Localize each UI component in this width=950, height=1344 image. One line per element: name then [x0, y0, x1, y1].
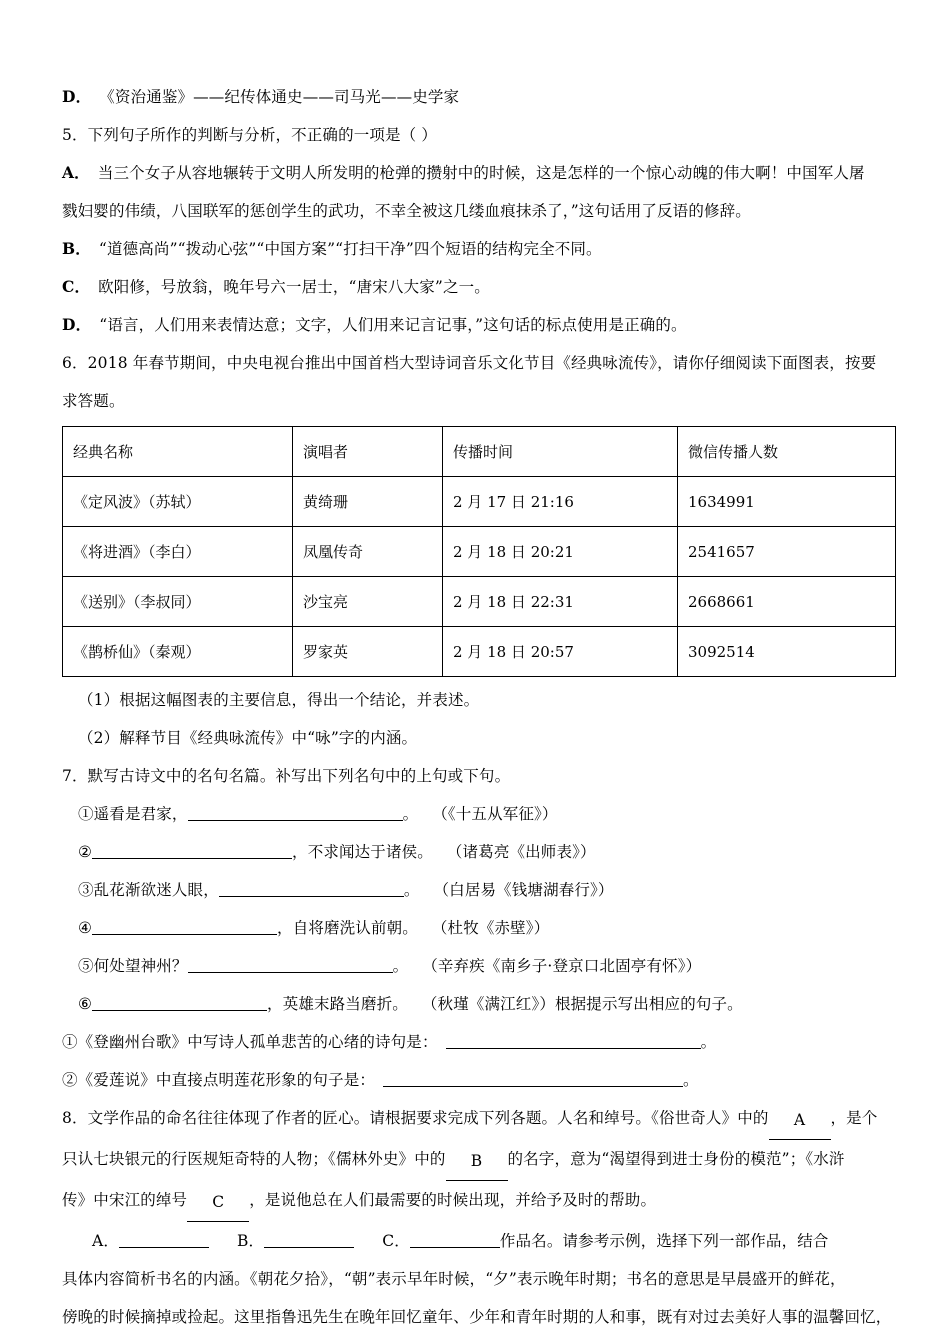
q7-extra-item-1	[62, 1023, 895, 1061]
cell-singer: 罗家英	[293, 627, 443, 677]
q7-item-5	[62, 947, 895, 985]
q7-item-1-source: （《十五从军征》）	[432, 805, 558, 823]
q8-blank-b[interactable]: B	[446, 1142, 508, 1181]
q7-item-3-before: 乱花渐欲迷人眼，	[93, 881, 219, 899]
table-header-name: 经典名称	[63, 427, 293, 477]
q7-item-3-after: 。	[403, 881, 420, 899]
q6-subquestion-1: （1）根据这幅图表的主要信息，得出一个结论，并表述。	[78, 691, 480, 709]
cell-time: 2 月 17 日 21:16	[443, 477, 678, 527]
q7-item-3	[62, 871, 895, 909]
table-row	[63, 577, 896, 627]
q5-option-d	[62, 306, 895, 344]
q7-item-5-blank[interactable]	[188, 972, 393, 973]
q7-extra-1-after: 。	[700, 1033, 717, 1051]
q7-extra-1-marker: ①	[62, 1033, 78, 1051]
q7-item-6	[62, 985, 895, 1023]
cell-name: 《鹊桥仙》（秦观）	[63, 627, 293, 677]
q7-item-6-blank[interactable]	[92, 1010, 267, 1011]
q7-item-4	[62, 909, 895, 947]
q5-option-a-text2: 戮妇婴的伟绩，八国联军的惩创学生的武功，不幸全被这几缕血痕抹杀了，”这句话用了反语的修辞。	[62, 202, 751, 220]
q5-option-d-text: “语言，人们用来表情达意；文字，人们用来记言记事，”这句话的标点使用是正确的。	[99, 316, 687, 334]
q5-option-a-line1	[62, 154, 895, 192]
table-header-time: 传播时间	[443, 427, 678, 477]
table-row	[63, 627, 896, 677]
q7-item-3-source: （白居易《钱塘湖春行》）	[433, 881, 614, 899]
q7-extra-2-text: 《爱莲说》中直接点明莲花形象的句子是：	[77, 1071, 376, 1089]
q5-option-b	[62, 230, 895, 268]
q7-item-1	[62, 795, 895, 833]
cell-count: 3092514	[678, 627, 896, 677]
table-header-singer: 演唱者	[293, 427, 443, 477]
cell-name: 《送别》（李叔同）	[63, 577, 293, 627]
q8-line2-a: 只认七块银元的行医规矩奇特的人物；《儒林外史》中的	[62, 1150, 446, 1168]
q7-item-1-blank[interactable]	[188, 820, 403, 821]
q5-option-a-line2	[62, 192, 895, 230]
q7-extra-1-text: 《登幽州台歌》中写诗人孤单悲苦的心绪的诗句是：	[77, 1033, 438, 1051]
cell-time: 2 月 18 日 20:21	[443, 527, 678, 577]
cell-singer: 凤凰传奇	[293, 527, 443, 577]
q8-answer-label-b: B．	[237, 1232, 265, 1250]
q7-item-5-after: 。	[392, 957, 409, 975]
q8-blank-a[interactable]: A	[769, 1101, 831, 1140]
q5-stem-text: 下列句子所作的判断与分析，不正确的一项是（ ）	[87, 126, 438, 144]
q8-line4-tail: 作品名。请参考示例，选择下列一部作品，结合	[499, 1232, 829, 1250]
q7-extra-1-blank[interactable]	[446, 1048, 701, 1049]
q4-option-d-text: 《资治通鉴》——纪传体通史——司马光——史学家	[99, 88, 460, 106]
q6-stem-line1	[62, 344, 895, 382]
q7-item-6-after: ，英雄末路当磨折。	[267, 995, 408, 1013]
q7-extra-2-blank[interactable]	[383, 1086, 683, 1087]
q7-item-2	[62, 833, 895, 871]
q7-stem-text: 默写古诗文中的名句名篇。补写出下列名句中的上句或下句。	[87, 767, 511, 785]
q8-line1	[62, 1099, 895, 1140]
q5-option-c-label: C．	[62, 277, 91, 296]
q6-subquestion-2: （2）解释节目《经典咏流传》中“咏”字的内涵。	[78, 729, 418, 747]
q6-stem-line2	[62, 382, 895, 420]
q7-item-2-after: ，不求闻达于诸侯。	[292, 843, 433, 861]
q6-number: 6．	[62, 354, 88, 372]
q7-item-3-marker: ③	[78, 881, 94, 899]
table-row	[63, 527, 896, 577]
q7-item-5-marker: ⑤	[78, 957, 94, 975]
q7-extra-item-2	[62, 1061, 895, 1099]
q7-item-2-blank[interactable]	[92, 858, 292, 859]
q7-item-5-source: （辛弃疾《南乡子·登京口北固亭有怀》）	[422, 957, 702, 975]
q7-item-3-blank[interactable]	[219, 896, 404, 897]
q8-answer-blank-a[interactable]	[119, 1247, 209, 1248]
q5-number: 5．	[62, 126, 88, 144]
q7-item-6-source: （秋瑾《满江红》）根据提示写出相应的句子。	[421, 995, 743, 1013]
q7-item-1-after: 。	[402, 805, 419, 823]
q7-item-4-blank[interactable]	[92, 934, 277, 935]
q8-line2	[62, 1140, 895, 1181]
cell-singer: 黄绮珊	[293, 477, 443, 527]
q7-item-4-marker: ④	[78, 919, 93, 937]
q8-line6: 傍晚的时候摘掉或捡起。这里指鲁迅先生在晚年回忆童年、少年和青年时期的人和事，既有对过去美好人事的温馨回忆，	[62, 1308, 892, 1326]
q5-option-b-text: “道德高尚”“拨动心弦”“中国方案”“打扫干净”四个短语的结构完全不同。	[98, 240, 602, 258]
table-row	[63, 477, 896, 527]
q7-extra-2-after: 。	[683, 1071, 699, 1089]
q7-number: 7．	[62, 767, 88, 785]
cell-time: 2 月 18 日 22:31	[443, 577, 678, 627]
cell-name: 《定风波》（苏轼）	[63, 477, 293, 527]
cell-time: 2 月 18 日 20:57	[443, 627, 678, 677]
q8-line3-a: 传》中宋江的绰号	[62, 1191, 188, 1209]
q7-item-6-marker: ⑥	[78, 995, 93, 1013]
q7-item-2-marker: ②	[78, 843, 93, 861]
cell-singer: 沙宝亮	[293, 577, 443, 627]
q5-option-a-label: A．	[62, 163, 90, 182]
q5-option-b-label: B．	[62, 239, 91, 258]
q4-option-d-label: D．	[62, 87, 92, 106]
q5-option-d-label: D．	[62, 315, 92, 334]
q7-item-2-source: （诸葛亮《出师表》）	[446, 843, 596, 861]
q8-blank-c[interactable]: C	[187, 1183, 249, 1222]
q8-line3	[62, 1181, 895, 1222]
cell-count: 2541657	[678, 527, 896, 577]
q7-item-1-marker: ①	[78, 805, 94, 823]
q5-option-c-text: 欧阳修，号放翁，晚年号六一居士，“唐宋八大家”之一。	[98, 278, 490, 296]
q5-option-c	[62, 268, 895, 306]
q7-item-5-before: 何处望神州？	[93, 957, 188, 975]
q8-answer-label-a: A．	[92, 1232, 119, 1250]
q8-line3-b: ，是说他总在人们最需要的时候出现，并给予及时的帮助。	[249, 1191, 657, 1209]
q8-answer-label-c: C．	[382, 1232, 410, 1250]
q8-line1-b: ，是个	[830, 1109, 878, 1127]
q7-stem	[62, 757, 895, 795]
q7-item-1-before: 遥看是君家，	[93, 805, 188, 823]
q5-stem	[62, 116, 895, 154]
cell-count: 2668661	[678, 577, 896, 627]
q8-line1-a: 文学作品的命名往往体现了作者的匠心。请根据要求完成下列各题。人名和绰号。《俗世奇人》中的	[87, 1109, 769, 1127]
q5-option-a-text1: 当三个女子从容地辗转于文明人所发明的枪弹的攒射中的时候，这是怎样的一个惊心动魄的伟大啊！中国军人屠	[97, 164, 865, 182]
q8-line2-b: 的名字，意为“渴望得到进士身份的模范”；《水浒	[507, 1150, 845, 1168]
table-header-count: 微信传播人数	[678, 427, 896, 477]
q8-line5: 具体内容简析书名的内涵。《朝花夕拾》，“朝”表示早年时候，“夕”表示晚年时期；书名的意思是早晨盛开的鲜花，	[62, 1270, 846, 1288]
q6-stem-text1: 2018 年春节期间，中央电视台推出中国首档大型诗词音乐文化节目《经典咏流传》，请你仔细阅读下面图表，按要	[87, 354, 877, 372]
q7-extra-2-marker: ②	[62, 1071, 78, 1089]
q8-number: 8．	[62, 1109, 88, 1127]
q8-answer-blank-b[interactable]	[264, 1247, 354, 1248]
q4-option-d	[62, 78, 895, 116]
cell-name: 《将进酒》（李白）	[63, 527, 293, 577]
q8-answer-blank-c[interactable]	[410, 1247, 500, 1248]
q7-item-4-after: ，自将磨洗认前朝。	[277, 919, 418, 937]
classic-program-table	[62, 426, 896, 677]
q6-stem-text2: 求答题。	[62, 392, 125, 410]
q8-answer-row	[62, 1222, 895, 1260]
cell-count: 1634991	[678, 477, 896, 527]
table-header-row	[63, 427, 896, 477]
q7-item-4-source: （杜牧《赤壁》）	[431, 919, 550, 937]
